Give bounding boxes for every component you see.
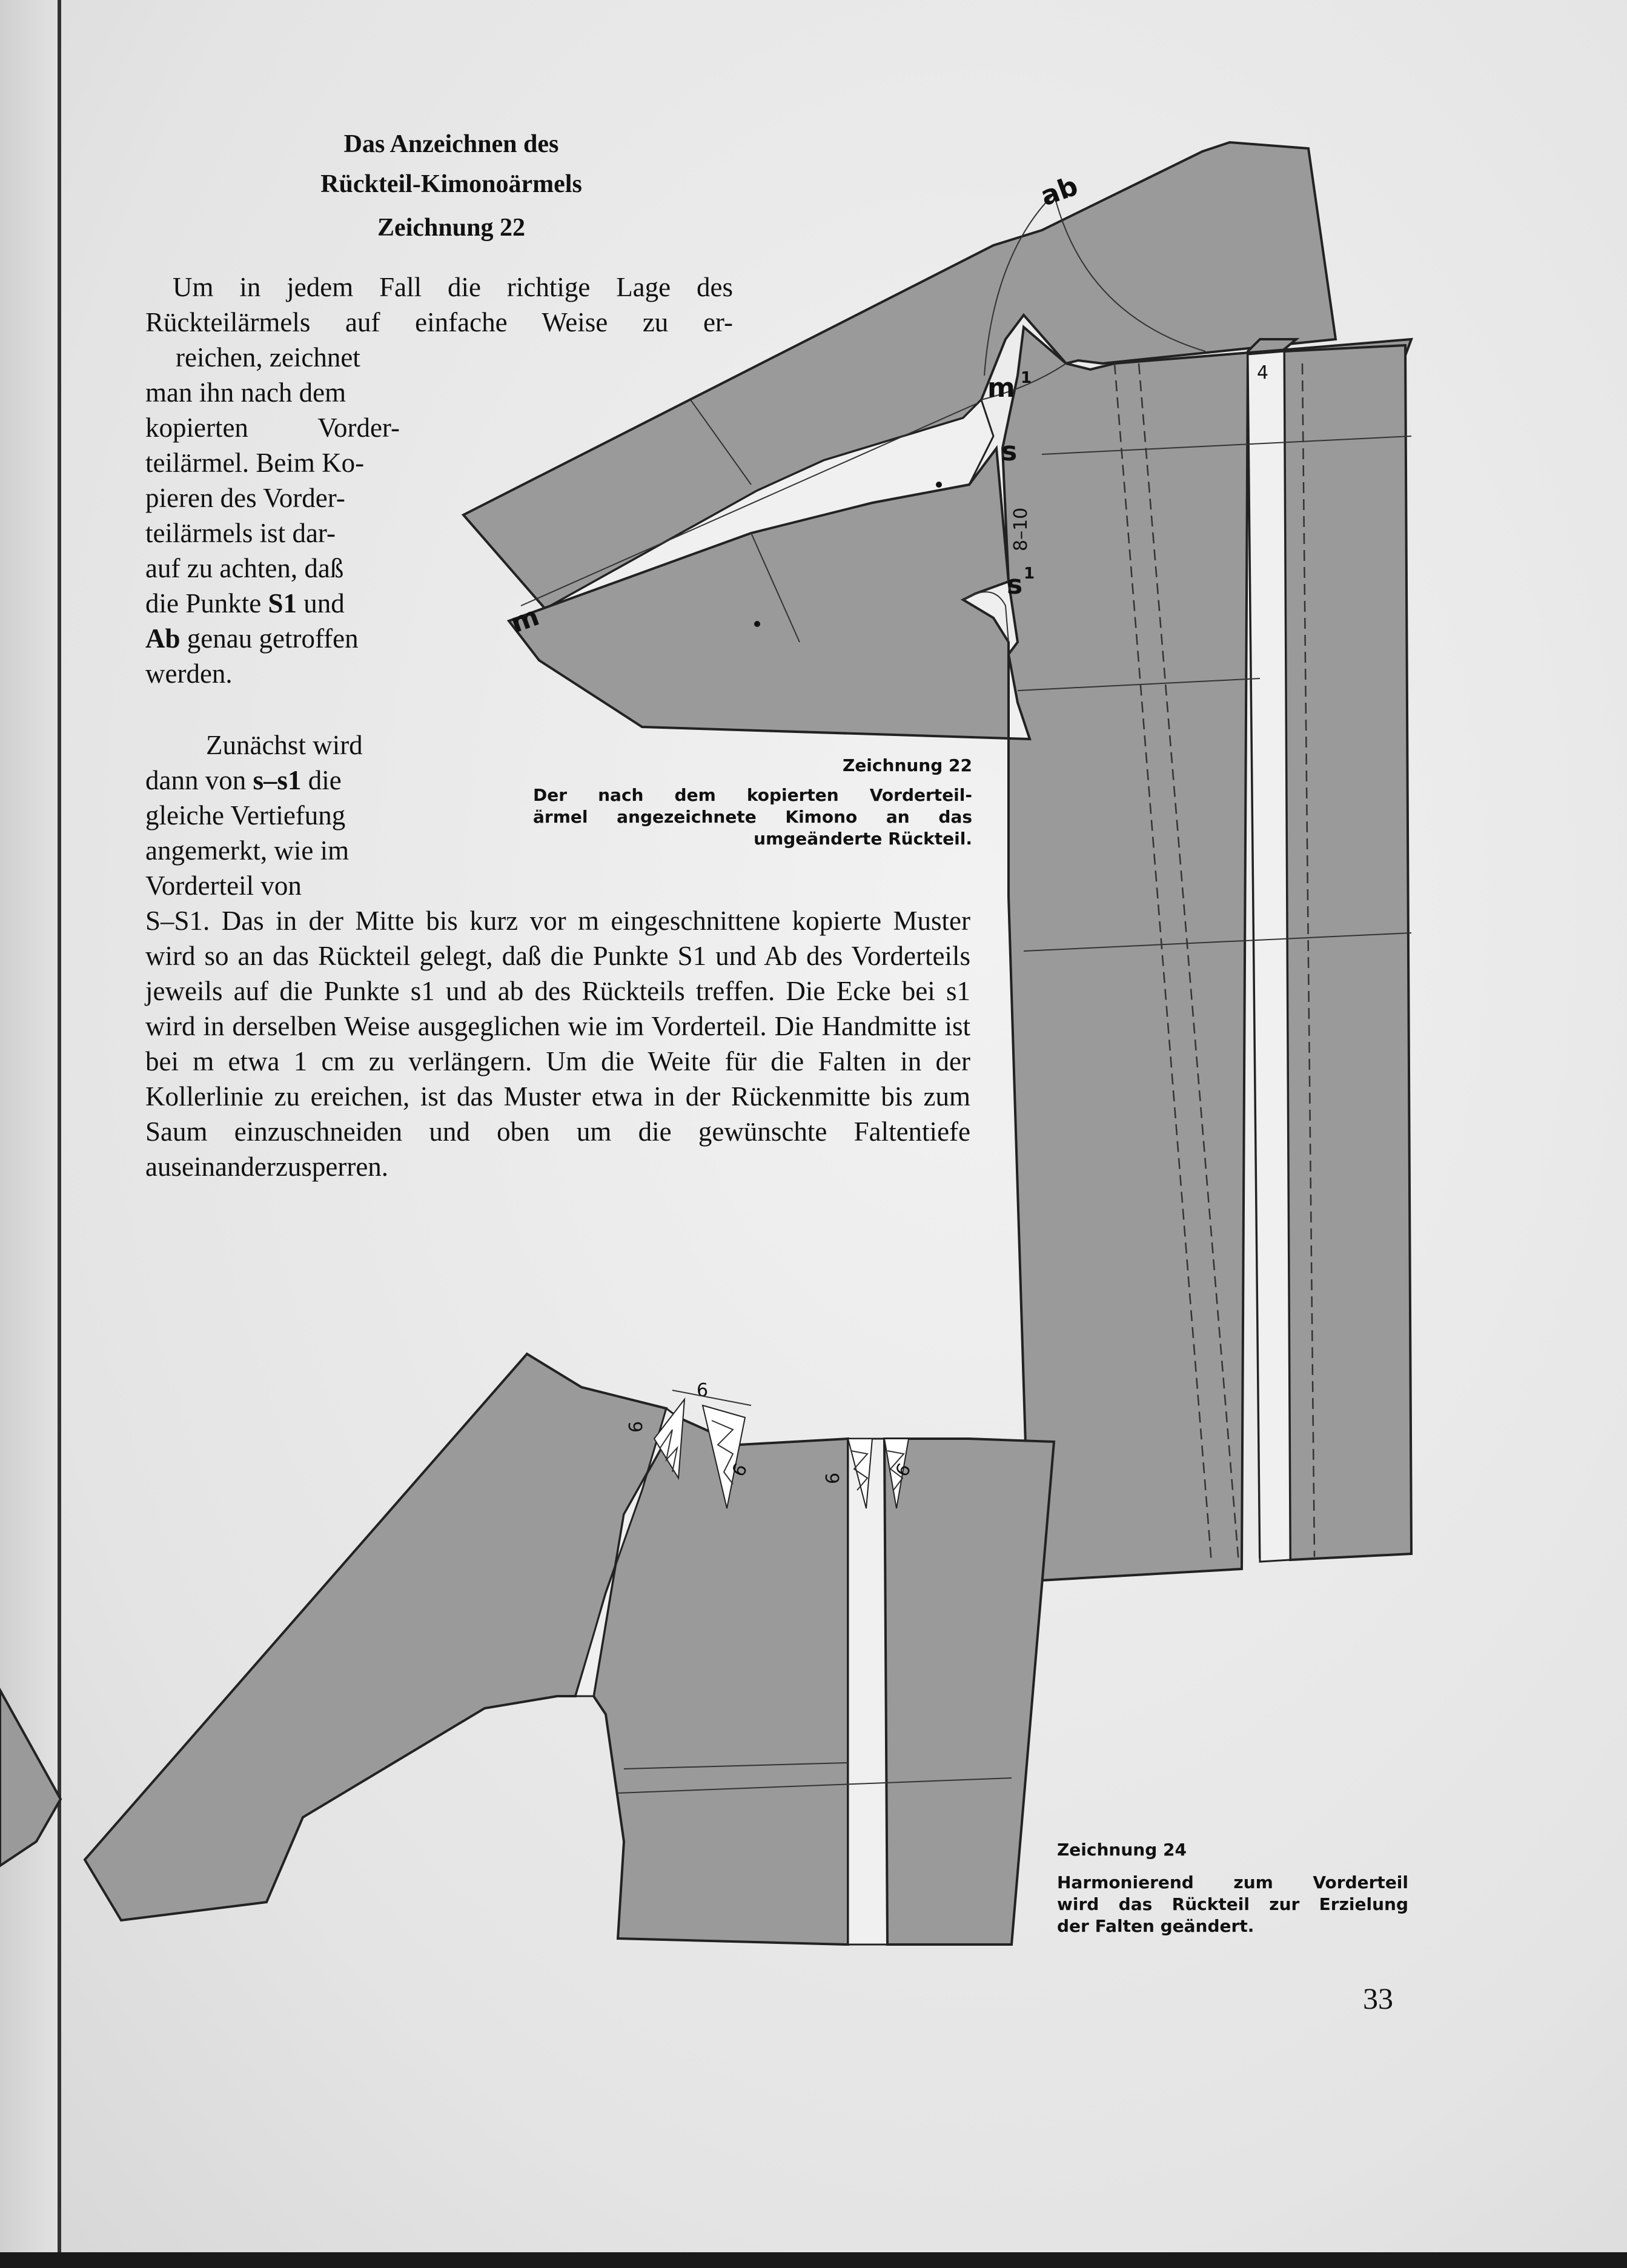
paragraph-2-line-4: angemerkt, wie im bbox=[145, 835, 350, 866]
text-span: die bbox=[301, 765, 342, 795]
paragraph-1-line-3: reichen, zeichnet bbox=[176, 342, 360, 373]
text-span: und bbox=[297, 588, 345, 618]
paragraph-1-line-7: pieren des Vorder- bbox=[145, 483, 345, 513]
paragraph-1-line-2: Rückteilärmels auf einfache Weise zu er- bbox=[145, 307, 733, 337]
paragraph-1-line-9: auf zu achten, daß bbox=[145, 553, 344, 583]
paragraph-1-line-5: kopierten Vorder- bbox=[145, 413, 400, 443]
caption-22-line-2: ärmel angezeichnete Kimono an das bbox=[533, 807, 972, 827]
label-fold-6-1: 6 bbox=[626, 1421, 647, 1433]
paragraph-1-line-1: Um in jedem Fall die richtige Lage des bbox=[173, 272, 733, 302]
paragraph-1-line-6: teilärmel. Beim Ko- bbox=[145, 448, 365, 478]
label-s1-superscript: 1 bbox=[1024, 565, 1035, 583]
label-m1: m bbox=[987, 373, 1015, 403]
point-label-Ab: Ab bbox=[145, 623, 181, 654]
center-back-gap bbox=[1248, 351, 1290, 1562]
label-fold-6-3: 6 bbox=[823, 1472, 844, 1484]
paragraph-1-line-12: werden. bbox=[145, 658, 233, 689]
caption-22-line-3: umgeänderte Rückteil. bbox=[754, 829, 972, 849]
section-heading-line-3: Zeichnung 22 bbox=[377, 214, 525, 242]
left-partial-piece bbox=[0, 1690, 61, 1866]
caption-22-title: Zeichnung 22 bbox=[843, 755, 972, 775]
drawing-22 bbox=[463, 142, 1411, 1581]
label-m: m bbox=[506, 600, 543, 640]
label-fold-6-4: 6 bbox=[891, 1459, 916, 1480]
drawing-24 bbox=[0, 1354, 1054, 1945]
label-fold-6-2: 6 bbox=[727, 1459, 752, 1480]
paragraph-1-line-8: teilärmels ist dar- bbox=[145, 518, 336, 548]
text-span: die Punkte bbox=[145, 588, 268, 618]
caption-24-line-2: wird das Rückteil zur Erzielung bbox=[1057, 1894, 1408, 1914]
caption-24-line-3: der Falten geändert. bbox=[1057, 1916, 1254, 1936]
label-width-4: 4 bbox=[1257, 362, 1269, 383]
label-s: s bbox=[1001, 436, 1018, 467]
paragraph-2-line-5: Vorderteil von bbox=[145, 870, 302, 901]
paragraph-2-line-3: gleiche Vertiefung bbox=[145, 800, 346, 831]
text-span: genau getroffen bbox=[180, 623, 359, 654]
back-panel-strip bbox=[1284, 345, 1411, 1560]
center-back-slit bbox=[848, 1439, 887, 1945]
paragraph-2-body: S–S1. Das in der Mitte bis kurz vor m eingeschnittene kopierte Muster wird so an das Rückteil gelegt, daß die Punkte S1 und Ab des Vorderteils jeweils auf die Punkte s1 und ab des Rückteils treffen. Die Ecke bei s1 wird in derselben Weise ausgeglichen wie im Vorderteil. Die Handmitte ist bei m etwa 1 cm zu verlängern. Um die Weite für die Falten in der Kollerlinie zu ereichen, ist das Muster etwa in der Rückenmitte bis zum Saum einzuschneiden und oben um die gewünschte Faltentiefe auseinanderzusperren. bbox=[145, 906, 970, 1182]
marker-dot bbox=[754, 621, 760, 627]
paragraph-2-line-1: Zunächst wird bbox=[206, 730, 363, 760]
label-ab: ab bbox=[1036, 170, 1082, 213]
page-bottom-edge bbox=[0, 2252, 1627, 2268]
section-heading-line-2: Rückteil-Kimonoärmels bbox=[320, 170, 582, 198]
label-m1-superscript: 1 bbox=[1021, 369, 1032, 387]
paragraph-1-line-4: man ihn nach dem bbox=[145, 377, 346, 408]
caption-24-line-1: Harmonierend zum Vorderteil bbox=[1057, 1872, 1408, 1892]
label-measure-8-10: 8–10 bbox=[1010, 507, 1032, 551]
back-body-right-panel bbox=[884, 1439, 1054, 1945]
point-label-S1: S1 bbox=[268, 588, 297, 618]
back-sleeve-piece bbox=[85, 1354, 666, 1920]
section-heading-line-1: Das Anzeichnen des bbox=[343, 130, 559, 158]
caption-24-title: Zeichnung 24 bbox=[1057, 1840, 1187, 1860]
label-s1: s bbox=[1007, 569, 1023, 600]
text-span: dann von bbox=[145, 765, 253, 795]
marker-dot bbox=[936, 482, 942, 488]
point-label-s-s1: s–s1 bbox=[253, 765, 302, 795]
page-number: 33 bbox=[1363, 1981, 1393, 2015]
label-top-width-6: 6 bbox=[697, 1380, 709, 1401]
caption-22-line-1: Der nach dem kopierten Vorderteil- bbox=[533, 785, 972, 805]
